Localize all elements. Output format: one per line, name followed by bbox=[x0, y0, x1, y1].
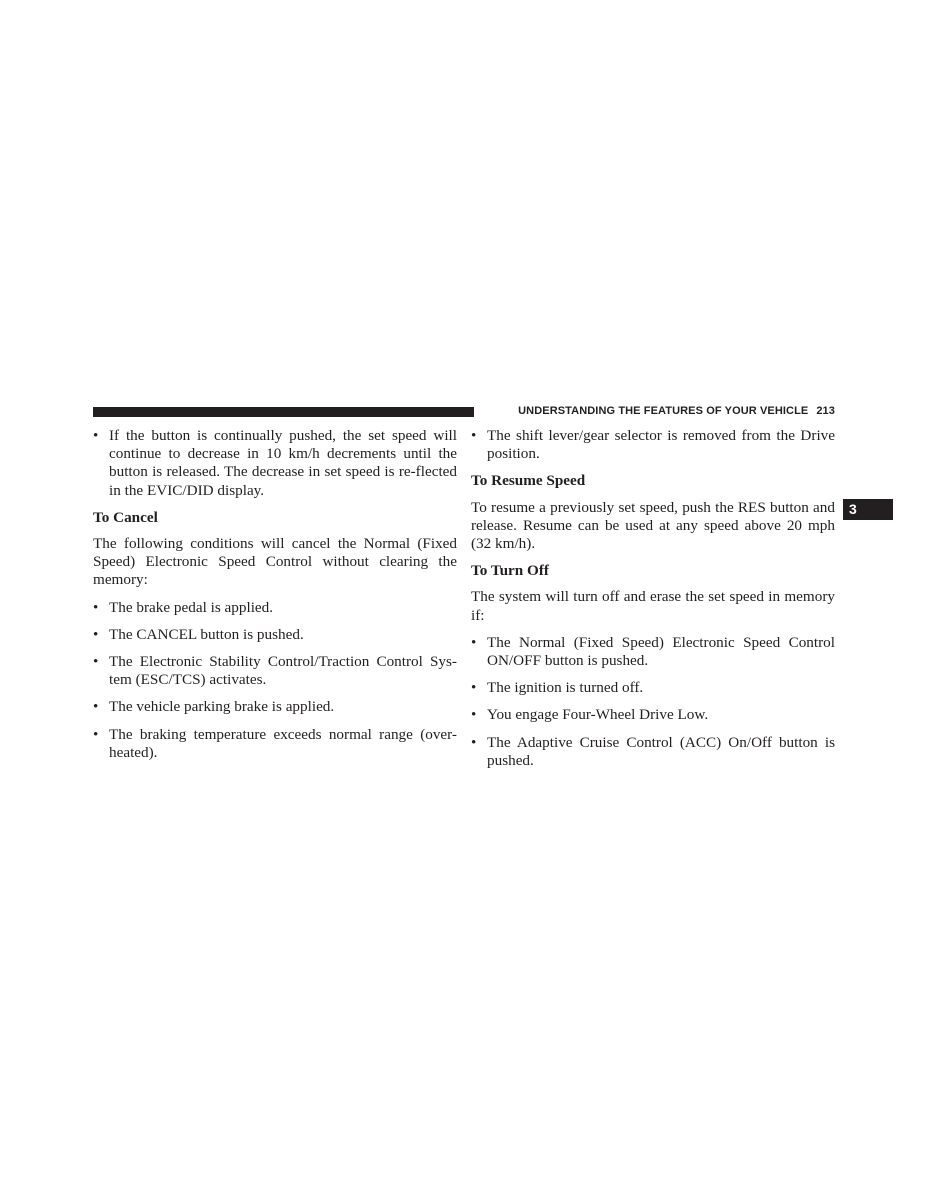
bullet-icon: • bbox=[93, 653, 99, 671]
intro-list bbox=[93, 427, 457, 500]
list-item bbox=[93, 427, 457, 500]
intro-list bbox=[471, 427, 835, 463]
list-item-text: The Adaptive Cruise Control (ACC) On/Off button is pushed. bbox=[487, 733, 835, 769]
bullet-icon: • bbox=[471, 733, 477, 751]
bullet-icon: • bbox=[93, 698, 99, 716]
left-column bbox=[93, 427, 457, 771]
turnoff-heading: To Turn Off bbox=[471, 562, 549, 580]
list-item-text: The vehicle parking brake is applied. bbox=[109, 698, 335, 716]
running-head bbox=[483, 405, 835, 417]
chapter-tab: 3 bbox=[843, 499, 893, 520]
cancel-list bbox=[93, 599, 457, 762]
right-column bbox=[471, 427, 835, 779]
list-item bbox=[93, 626, 457, 644]
list-item bbox=[471, 427, 835, 463]
bullet-icon: • bbox=[471, 679, 477, 697]
cancel-paragraph: The following conditions will cancel the Normal (Fixed Speed) Electronic Speed Control without clearing the memory: bbox=[93, 535, 457, 589]
page-number: 213 bbox=[816, 405, 835, 417]
list-item-text: The ignition is turned off. bbox=[487, 679, 644, 697]
bullet-icon: • bbox=[93, 625, 99, 643]
list-item-text: The shift lever/gear selector is removed from the Drive position. bbox=[487, 427, 835, 463]
bullet-icon: • bbox=[93, 427, 99, 444]
turnoff-list bbox=[471, 634, 835, 770]
list-item bbox=[93, 726, 457, 762]
list-item bbox=[93, 653, 457, 689]
bullet-icon: • bbox=[93, 598, 99, 616]
turnoff-paragraph: The system will turn off and erase the set speed in memory if: bbox=[471, 588, 835, 624]
list-item-text: The CANCEL button is pushed. bbox=[109, 625, 304, 643]
list-item bbox=[471, 679, 835, 697]
bullet-icon: • bbox=[471, 633, 477, 651]
list-item-text: You engage Four-Wheel Drive Low. bbox=[487, 706, 709, 724]
list-item-text: If the button is continually pushed, the set speed will continue to decrease in 10 km/h decrements until the button is released. The decrease in set speed is re-flected in the EVIC/DID display. bbox=[109, 427, 457, 499]
list-item bbox=[471, 634, 835, 670]
bullet-icon: • bbox=[93, 725, 99, 743]
header-rule bbox=[93, 407, 474, 417]
bullet-icon: • bbox=[471, 427, 477, 444]
list-item bbox=[471, 734, 835, 770]
list-item-text: The braking temperature exceeds normal range (over-heated). bbox=[109, 725, 457, 761]
resume-paragraph: To resume a previously set speed, push the RES button and release. Resume can be used at any speed above 20 mph (32 km/h). bbox=[471, 498, 835, 553]
list-item-text: The Normal (Fixed Speed) Electronic Speed Control ON/OFF button is pushed. bbox=[487, 633, 835, 670]
list-item bbox=[471, 706, 835, 724]
list-item bbox=[93, 599, 457, 617]
list-item-text: The brake pedal is applied. bbox=[109, 598, 274, 616]
cancel-heading: To Cancel bbox=[93, 508, 158, 526]
list-item-text: The Electronic Stability Control/Traction Control Sys-tem (ESC/TCS) activates. bbox=[109, 653, 457, 689]
resume-heading: To Resume Speed bbox=[471, 472, 586, 490]
list-item bbox=[93, 698, 457, 716]
bullet-icon: • bbox=[471, 706, 477, 724]
section-title: UNDERSTANDING THE FEATURES OF YOUR VEHICLE bbox=[518, 405, 809, 417]
